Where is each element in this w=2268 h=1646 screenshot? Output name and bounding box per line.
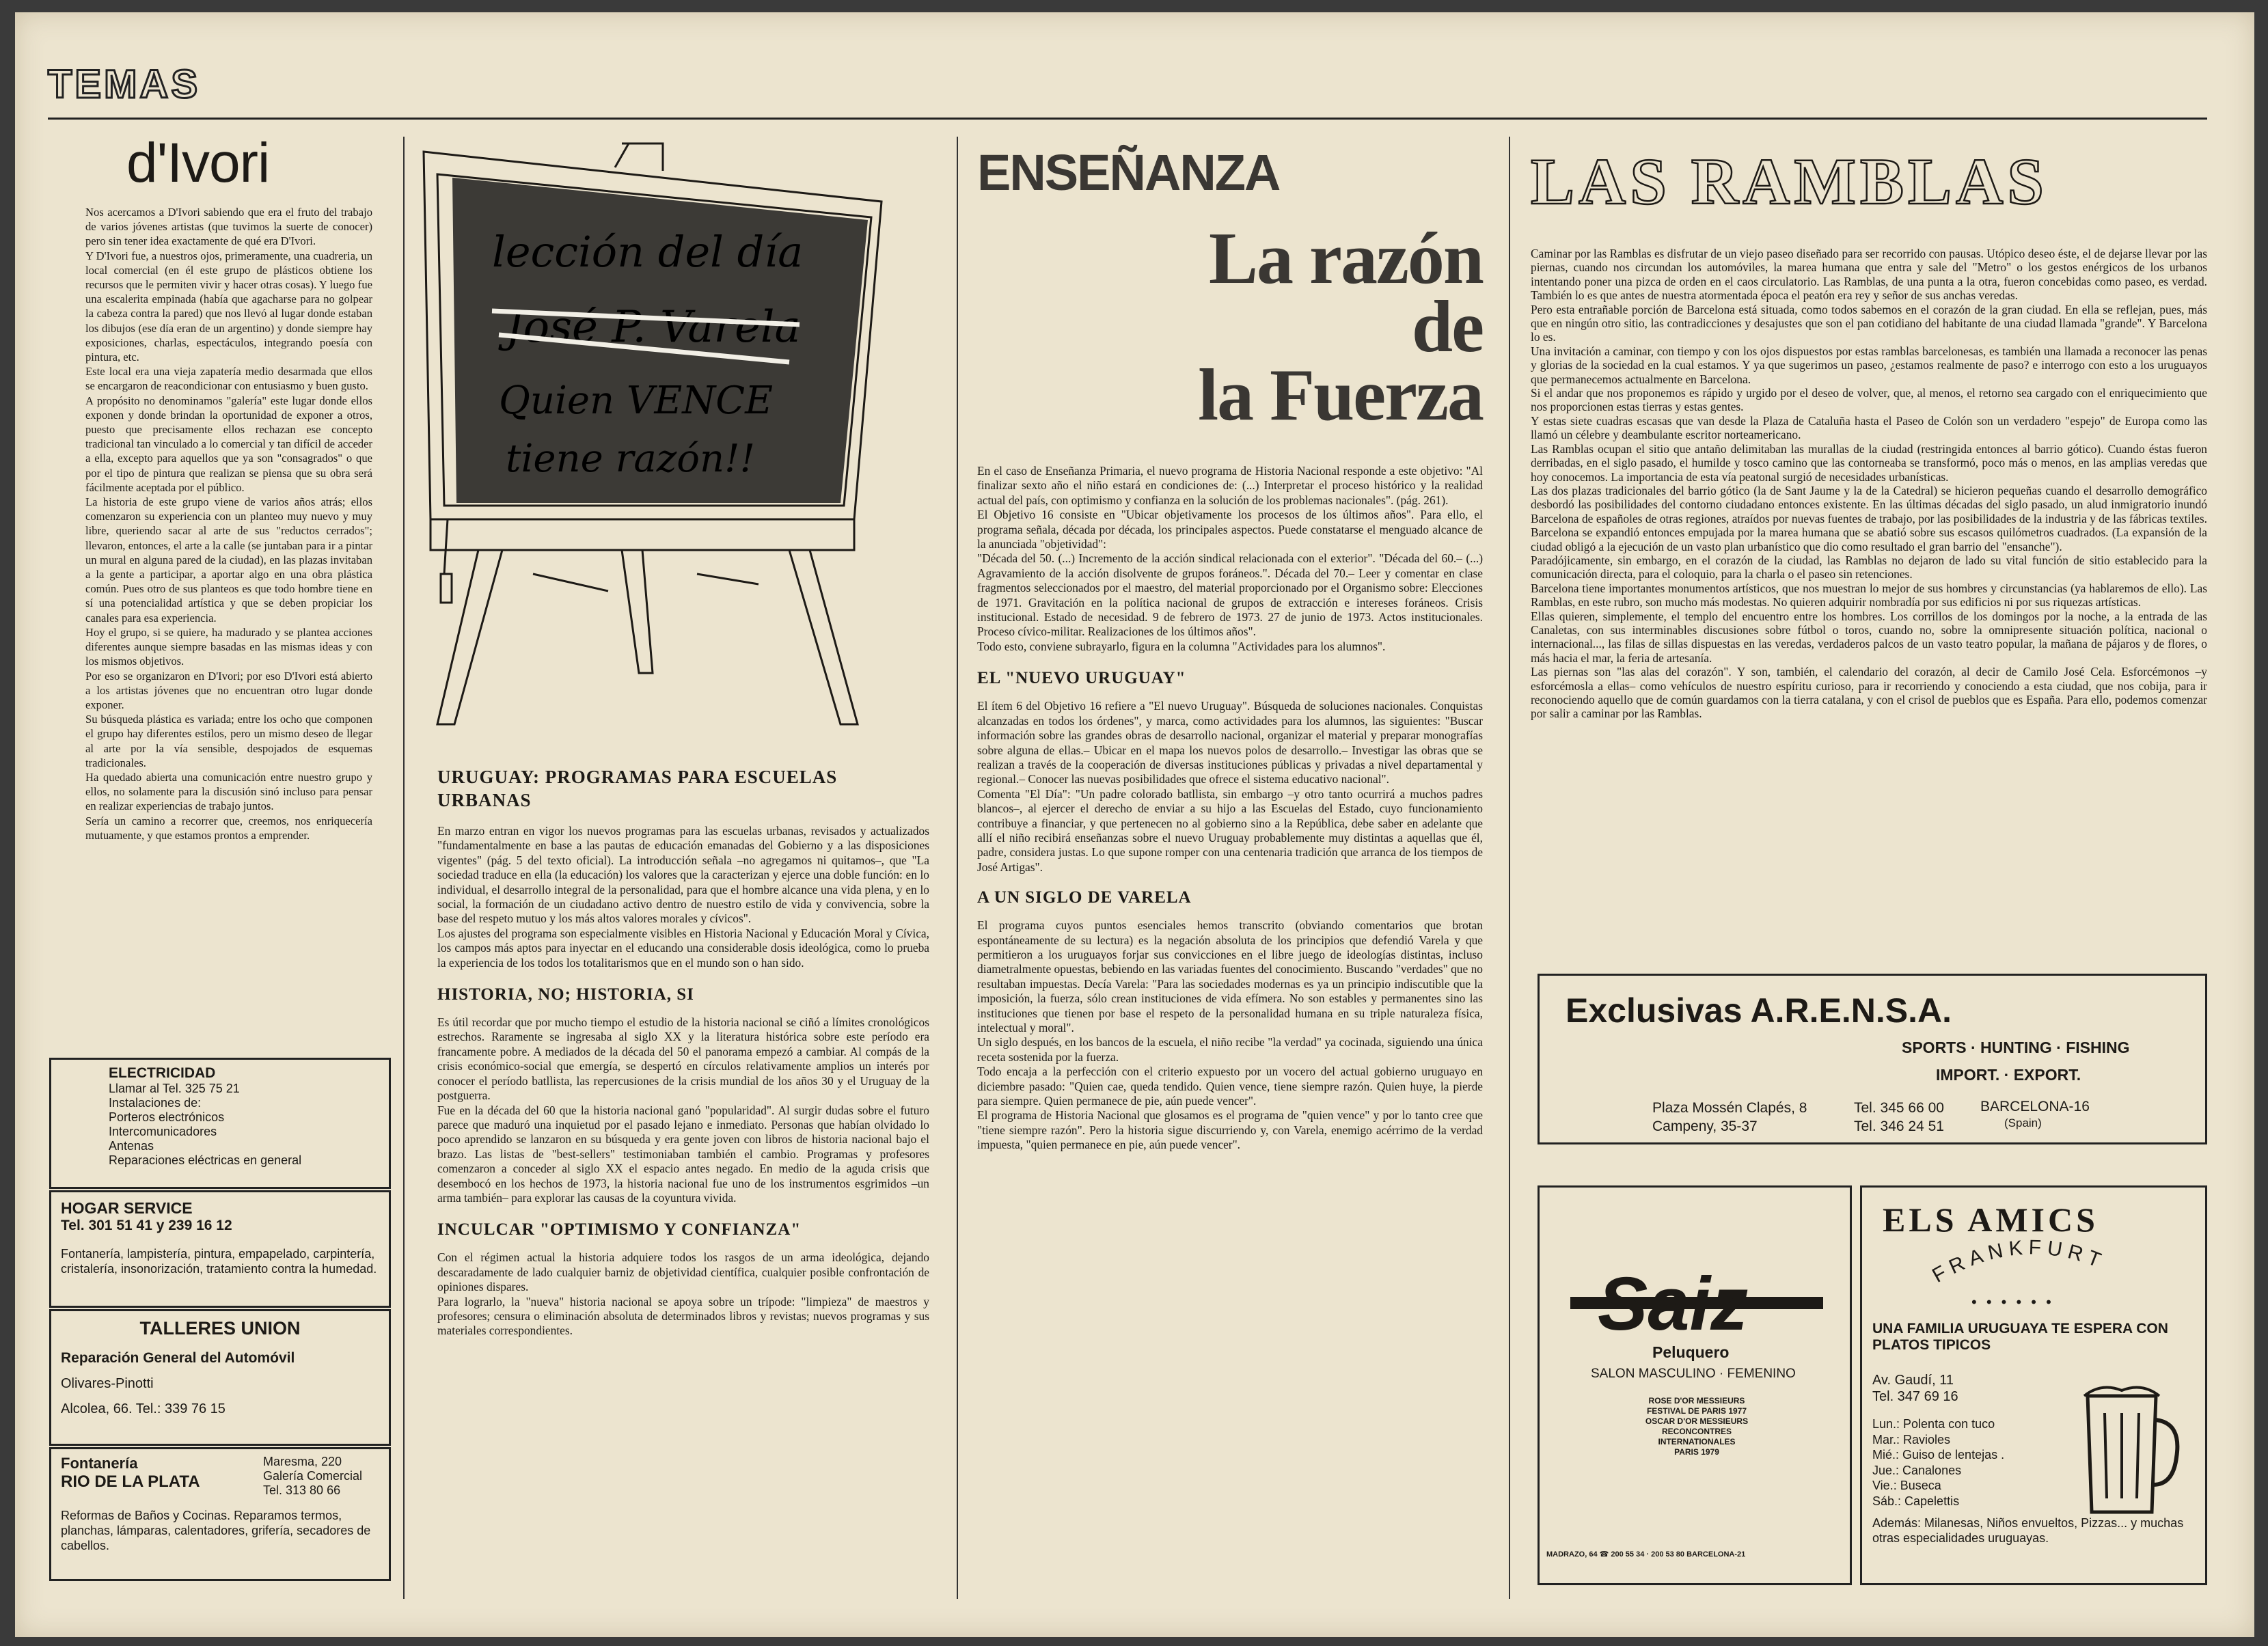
ad-address: Av. Gaudí, 11 Tel. 347 69 16 — [1872, 1373, 1958, 1404]
ensenanza-kicker: ENSEÑANZA — [977, 144, 1280, 201]
ad-fontaneria — [49, 1447, 391, 1581]
uruguay-heading: URUGUAY: PROGRAMAS PARA ESCUELAS URBANAS — [437, 767, 838, 810]
ad-title: Exclusivas A.R.E.N.S.A. — [1566, 991, 1952, 1030]
column-rule — [957, 137, 958, 1599]
ensenanza-body-1: En el caso de Enseñanza Primaria, el nuevo programa de Historia Nacional responde a este objetivo: "Al finalizar sexto año el niño estará en condiciones de: (...) Interpretar el proceso histórico y la realidad actual del país, con optimismo y confianza en la solución de los problemas nacionales". (pág. 261). El Objetivo 16 consiste en "Ubicar objetivamente los procesos de los últimos años". Para ello, el programa señala, década por década, los principales aspectos. Puede constatarse el menguado alcance de la anunciada "objetividad": "Década del 50. (...) Incremento de la acción sindical relacionada con el exterior". "Década del 60.– (...) Agravamiento de la acción disolvente de grupos foráneos.". Década del 70.– Leer y comentar en clase fragmentos seleccionados por el maestro, del material proporcionado por el Organismo sobre: Elecciones de 1971. Gravitación en la política nacional de grupos de extracción e intereses foráneos. Crisis institucional. Estado de necesidad. 9 de febrero de 1973. 27 de junio de 1973. Actos institucionales. Proceso cívico-militar. Realizaciones de los últimos años". Todo esto, conviene subrayarlo, figura en la columna "Actividades para los alumnos". — [977, 464, 1483, 653]
ramblas-article — [1531, 143, 2207, 721]
ad-text: Fontanería, lampistería, pintura, empapelado, carpintería, cristalería, insonorización, tratamiento contra la humedad. — [61, 1247, 377, 1276]
divori-title: d'Ivori — [126, 132, 270, 194]
ad-line-1: SPORTS · HUNTING · FISHING — [1902, 1039, 2130, 1056]
ad-title: ELS AMICS — [1883, 1201, 2099, 1239]
ad-talleres-union — [49, 1309, 391, 1446]
ad-title: TALLERES UNION — [139, 1318, 301, 1339]
ad-title: Fontanería — [61, 1455, 138, 1472]
inculcar-heading: INCULCAR "OPTIMISMO Y CONFIANZA" — [437, 1220, 802, 1239]
uruguay-article — [437, 765, 929, 1339]
ensenanza-body-2: El ítem 6 del Objetivo 16 refiere a "El nuevo Uruguay". Búsqueda de soluciones nacionales. Conquistas alcanzadas en todos los órdenes", y marca, como actividades para los alumnos, las siguientes: "Buscar información sobre las grandes obras de desarrollo nacional, organizar el material y preparar monografías sobre alguna de ellas.– Ubicar en el mapa los nuevos polos de desarrollo.– Investigar las obras que se realizan a través de la cooperación de diversas instituciones públicas y privadas a nivel departamental y regional.– Conocer las nuevas posibilidades que ofrece el sistema educativo nacional". Comenta "El Día": "Un padre colorado batllista, sin embargo –y otro tanto ocurrirá a muchos padres blancos–, al ejercer el derecho de enviar a su hijo a las Escuelas del Estado, cuyo funcionamiento contribuye a financiar, y que pertenecen no al gobierno sino a la República, debe saber en adelante que allí el niño recibirá enseñanzas sobre el nuevo Uruguay probablemente muy distintas a aquellas que él, padre, considera justas. Lo que supone romper con una centenaria tradición que arranca de los tiempos de José Artigas". — [977, 699, 1483, 874]
ad-names: Olivares-Pinotti — [61, 1376, 154, 1391]
ad-footer: MADRAZO, 64 ☎ 200 55 34 · 200 53 80 BARCELONA-21 — [1546, 1550, 1746, 1559]
nuevo-uruguay-heading: EL "NUEVO URUGUAY" — [977, 669, 1186, 688]
ramblas-body: Caminar por las Ramblas es disfrutar de un viejo paseo diseñado para ser recorrido con pausas. Utópico deseo éste, el de dejarse llevar por las piernas, cuando nos circundan los automóviles, la marea humana que entra y sale del "Metro" o los gestos enérgicos de los urbanos intentando poner una pizca de orden en el caos circulatorio. Las Ramblas, de una punta a la otra, fueron concebidas como paseo, es verdad. También lo es que antes de nuestra atormentada época el peatón era rey y señor de sus anchas veredas. Pero esta entrañable porción de Barcelona está situada, como todos sabemos en el corazón de la gran ciudad. En ella se reflejan, pues, más que en ningún otro sitio, las contradicciones y desajustes que son el pan cotidiano del habitante de una ciudad llamada "grande". Y Barcelona lo es. Una invitación a caminar, con tiempo y con los ojos dispuestos por estas ramblas barcelonesas, es también una llamada a reconocer las penas y glorias de la sociedad en la cual estamos. Y ya que sugerimos un paseo, ¿estamos realmente de paso? e interrogo con esto a los uruguayos que permanecemos actualmente en Barcelona. Si el andar que nos proponemos es rápido y urgido por el deseo de volver, que, al menos, el retorno sea cargado con el enriquecimiento que nos proporcionen estas tierras y estas gentes. Y estas siete cuadras escasas que van desde la Plaza de Cataluña hasta el Paseo de Colón son un verdadero "espejo" de Europa como las llamó un célebre y deambulante escritor norteamericano. Las Ramblas ocupan el sitio que antaño delimitaban las murallas de la ciudad (restringida entonces al barrio gótico). Cuando éstas fueron derribadas, en el siglo pasado, el humilde y tosco camino que las contorneaba se transformó, poco más o menos, en las amplias veredas que hoy conocemos. La importancia de esta vía peatonal surgió de necesidades urbanísticas. Las dos plazas tradicionales del barrio gótico (la de Sant Jaume y la de la Catedral) se hicieron pequeñas cuando el desarrollo demográfico desbordó las posibilidades del contorno ciudadano entonces existente. En las últimas décadas del siglo pasado, un alud inmigratorio inundó Barcelona de españoles de otras regiones, atraídos por nuevas fuentes de trabajo, por las posibilidades de la industria y de las fábricas textiles. Barcelona se expandió entonces empujada por la marea humana que se abatió sobre sus escasos quilómetros cuadrados. (La expansión de la ciudad obligó a la ejecución de un vasto plan urbanístico que dio como resultado el gran barrio del "ensanche"). Paradójicamente, sin embargo, en el corazón de la ciudad, las Ramblas no dejaron de lado su vital función de sitio establecido para la comunicación directa, para el coloquio, para la charla o el paseo sin retenciones. Barcelona tiene importantes monumentos artísticos, que nos muestran lo mejor de sus hombres y circunstancias (ya hablaremos de ello). Las Ramblas, en este rubro, son mucho más modestas. No quieren adquirir nombradía por sus edificios ni por sus riquezas artísticas. Ellas quieren, simplemente, el templo del encuentro entre los hombres. Los corrillos de los domingos por la noche, a la entrada de las Canaletas, con sus interminables discusiones sobre fútbol o toros, cuando no, sobre la omnipresente situación política, nacional o internacional..., las filas de sillas dispuestas en las veredas, verdaderos palcos de un vasto teatro popular, la mañana de pájaros y de flores, o más hacia el mar, la feria de artesanía. Las piernas son "las alas del corazón". Y son, también, el calendario del corazón, al decir de Camilo José Cela. Esforcémonos –y esforcémosla a ellas– como vehículos de nuestro espíritu curioso, para ir recorriendo y conociendo a esta ciudad, que nos cobija, para ir reconociendo aquello que de común guardamos con la tierra catalana, y con el crisol de pueblos que es España. Para ello, podemos comenzar por salir a caminar por las Ramblas. — [1531, 247, 2207, 721]
ad-phones: Tel. 345 66 00 Tel. 346 24 51 — [1854, 1100, 1944, 1134]
uruguay-body-1: En marzo entran en vigor los nuevos programas para las escuelas urbanas, revisados y actualizados "fundamentalmente en base a las pautas de educación emanadas del Gobierno y a las disposiciones vigentes" (pág. 5 del texto oficial). La introducción señala –no agregamos ni quitamos–, que "La sociedad traduce en ella (la educación) los valores que la caracterizan y ejerce una doble función: en lo individual, el desarrollo integral de la personalidad, para que el hombre alcance una vida plena, y en lo social, la formación de un ciudadano activo dentro de nuestro estilo de vida y convivencia, sobre la base del respeto mutuo y los más altos valores morales y cívicos". Los ajustes del programa son especialmente visibles en Historia Nacional y Educación Moral y Cívica, los campos más aptos para inyectar en el educando una considerable dosis ideológica, como lo prueba la experiencia de los todos los totalitarismos que en el mundo son o han sido. — [437, 824, 929, 970]
ad-address: Maresma, 220 Galería Comercial Tel. 313 80 66 — [263, 1455, 363, 1497]
ad-dots: • • • • • • — [1971, 1293, 2054, 1311]
ad-phone: Tel. 301 51 41 y 239 16 12 — [61, 1218, 232, 1233]
chalk-line-1: lección del día — [492, 227, 804, 277]
arc-text: FRANKFURT — [1928, 1236, 2109, 1287]
masthead — [48, 41, 2207, 120]
ensenanza-body-3: El programa cuyos puntos esenciales hemos transcrito (obviando comentarios que brotan espontáneamente de su lectura) es la negación absoluta de los principios que defendió Varela y que permitieron a los uruguayos forjar sus convicciones en el libre juego de ideologías distintas, incluso diametralmente opuestas, bebiendo en las variadas fuentes del conocimiento. Buscando "verdades" que no resultaban impuestas. Decía Varela: "Para las sociedades modernas es ya un principio indiscutible que la imposición, la fuerza, sólo crean instituciones de vida efímera. No son estables y permanentes sino las instituciones que tienen por base el respeto de la personalidad humana en su triple naturaleza física, intelectual y moral". Un siglo después, en los bancos de la escuela, el niño recibe "la verdad" ya cocinada, siguiendo una única receta sostenida por la fuerza. Todo encaja a la perfección con el criterio expuesto por un vocero del actual gobierno uruguayo en diciembre pasado: "Quien cae, queda tendido. Quien vence, tiene siempre razón. Quien huye, la pierde para siempre. Quien permanece de pie, aún puede vencer". El programa de Historia Nacional que glosamos es el programa de "quien vence" y por lo tanto cree que "tiene siempre razón". Pero la historia sigue discurriendo y, con Varela, enemigo acérrimo de la verdad impuesta, "quien permanece en pie, aún puede vencer". — [977, 918, 1483, 1152]
ad-city: BARCELONA-16 — [1980, 1099, 2090, 1114]
saiz-logo-text: Saiz — [1598, 1263, 1749, 1345]
ad-lines: Llamar al Tel. 325 75 21 Instalaciones de: Porteros electrónicos Intercomunicadores Antenas Reparaciones eléctricas en general — [109, 1082, 302, 1167]
uruguay-body-2: Es útil recordar que por mucho tiempo el estudio de la historia nacional se ciñó a límites cronológicos estrechos. Raramente se ingresaba al siglo XX y la literatura histórica sobre este período era francamente pobre. A mediados de la década del 50 el panorama empezó a cambiar. Al compás de la crisis económico-social que emergía, se despertó en círculos relativamente amplios un interés por conocer el período batllista, las repercusiones de la crisis mundial de los años 30 y el Uruguay de la postguerra. Fue en la década del 60 que la historia nacional ganó "popularidad". Al surgir dudas sobre el futuro parece que maduró una inquietud por el pasado lejano e inmediato. Personas que habían olvidado lo poco aprendido se lanzaron en su búsqueda y era gente joven con libros de historia nacional bajo el brazo. Las listas de "best-sellers" testimoniaban también el cambio. Programas y profesores comenzaron a conceder al siglo XX el espacio antes negado. En medio de la aguda crisis que desembocó en los hechos de 1973, la historia nacional fue uno de los instrumentos esgrimidos –un arma también– para explorar las causas de la coyuntura vivida. — [437, 1015, 929, 1205]
chalkboard-illustration — [417, 137, 902, 738]
ad-els-amics — [1860, 1185, 2207, 1585]
uruguay-body-3: Con el régimen actual la historia adquiere todos los rasgos de un arma ideológica, dejando descaradamente de lado cualquier barniz de objetividad científica, cualquier posible confrontación de opiniones dispares. Para lograrlo, la "nueva" historia nacional se apoya sobre un trípode: "limpieza" de maestros y profesores; censura o eliminación absoluta de determinados libros y revistas; nuevos programas y sus materiales correspondientes. — [437, 1250, 929, 1338]
ad-hogar-service — [49, 1190, 391, 1308]
ad-address: Alcolea, 66. Tel.: 339 76 15 — [61, 1401, 226, 1416]
headline-line-2: de — [1412, 286, 1483, 368]
ad-title: HOGAR SERVICE — [61, 1199, 193, 1217]
ad-saiz — [1538, 1185, 1852, 1585]
varela-heading: A UN SIGLO DE VARELA — [977, 888, 1192, 907]
beer-mug-icon — [2081, 1382, 2183, 1519]
column-rule — [403, 137, 405, 1599]
ad-line-2: IMPORT. · EXPORT. — [1936, 1066, 2081, 1084]
ad-electricidad — [49, 1058, 391, 1189]
ad-extra: Además: Milanesas, Niños envueltos, Pizzas... y muchas otras especialidades uruguayas. — [1872, 1516, 2184, 1545]
ad-country: (Spain) — [2004, 1116, 2042, 1129]
column-rule — [1509, 137, 1510, 1599]
chalk-line-3: Quien VENCE — [499, 379, 773, 423]
headline-line-1: La razón — [1209, 218, 1483, 299]
ad-kind: SALON MASCULINO · FEMENINO — [1591, 1367, 1796, 1381]
ad-title: ELECTRICIDAD — [109, 1065, 216, 1081]
ad-text: Reformas de Baños y Cocinas. Reparamos termos, planchas, lámparas, calentadores, grifería, secadores de cabellos. — [61, 1509, 371, 1552]
frankfurt-arc — [1924, 1232, 2142, 1287]
chalk-line-4: tiene razón!! — [506, 437, 756, 481]
ad-subtitle: Reparación General del Automóvil — [61, 1350, 295, 1366]
historia-heading: HISTORIA, NO; HISTORIA, SI — [437, 985, 694, 1004]
svg-text:FRANKFURT — [1928, 1236, 2109, 1287]
divori-article — [85, 131, 372, 842]
saiz-logo-icon — [1570, 1263, 1823, 1345]
ad-awards: ROSE D'OR MESSIEURS FESTIVAL DE PARIS 1977 OSCAR D'OR MESSIEURS RECONCONTRES INTERNATIONALES PARIS 1979 — [1645, 1396, 1749, 1457]
ad-subtitle: Peluquero — [1652, 1343, 1730, 1361]
section-label: TEMAS — [48, 62, 200, 107]
ad-title-2: RIO DE LA PLATA — [61, 1472, 200, 1491]
ensenanza-article — [977, 143, 1483, 1153]
ad-arensa — [1538, 974, 2207, 1144]
divori-body: Nos acercamos a D'Ivori sabiendo que era el fruto del trabajo de varios jóvenes artistas (que tuvimos la suerte de conocer) pero sin tener idea exactamente de qué era D'Ivori. Y D'Ivori fue, a nuestros ojos, primeramente, una cuadreria, un local comercial (en él este grupo de plásticos obtiene los recursos que le permiten vivir y hacer otras cosas). Y luego fue una escalerita empinada (había que agacharse para no golpear la cabeza contra la pared) que nos llevó al lugar donde estaban los dibujos (ese día eran de un argentino) y donde siempre hay exposiciones, charlas, espectáculos, integrando poesía con pintura, etc. Este local era una vieja zapatería medio desarmada que ellos se encargaron de reacondicionar con entusiasmo y buen gusto. A propósito no denominamos "galería" este lugar donde ellos exponen y donde brindan la oportunidad de exponer a otros, puesto que precisamente ellos rechazan ese concepto tradicional tan vinculado a lo comercial y tan difícil de acceder a ella, excepto para aquellos que ya son "consagrados" o que por el tipo de pintura que realizan se piensa que su obra será fácilmente aceptada por el público. La historia de este grupo viene de varios años atrás; ellos comenzaron su experiencia con un planteo muy nuevo y muy libre, queriendo sacar al arte de sus "reductos cerrados"; llevaron, entonces, el arte a la calle (se juntaban para ir a pintar un mural en alguna pared de la ciudad), en las plazas invitaban a la gente a participar, a aportar algo en una obra plástica común. Pues otro de sus planteos es que todo hombre tiene en sí una potencialidad artística y que se deben propiciar los canales para esa experiencia. Hoy el grupo, si se quiere, ha madurado y se plantea acciones diferentes aunque siempre basadas en las mismas ideas y con los mismos objetivos. Por eso se organizaron en D'Ivori; por eso D'Ivori está abierto a los artistas jóvenes que no encuentran otro lugar donde exponer. Su búsqueda plástica es variada; entre los ocho que componen el grupo hay diferentes estilos, pero un mismo deseo de llegar al arte por la vía sensible, despojados de esquemas tradicionales. Ha quedado abierta una comunicación entre nuestro grupo y ellos, no solamente para la discusión sinó incluso para pensar en realizar experiencias de trabajo juntos. Sería un camino a recorrer que, creemos, nos enriquecería mutuamente, y que estamos prontos a emprender. — [85, 206, 372, 842]
chalk-line-2: José P. Varela — [506, 302, 801, 353]
ad-tagline: UNA FAMILIA URUGUAYA TE ESPERA CON PLATOS TIPICOS — [1872, 1321, 2168, 1353]
ramblas-title: LAS RAMBLAS — [1531, 145, 2048, 218]
headline — [977, 218, 1483, 436]
headline-line-3: la Fuerza — [1198, 355, 1483, 436]
ad-address: Plaza Mossén Clapés, 8 Campeny, 35-37 — [1652, 1100, 1807, 1134]
ad-menu: Lun.: Polenta con tuco Mar.: Ravioles Mié.: Guiso de lentejas . Jue.: Canalones Vie.: Buseca Sáb.: Capelettis — [1872, 1417, 2005, 1508]
